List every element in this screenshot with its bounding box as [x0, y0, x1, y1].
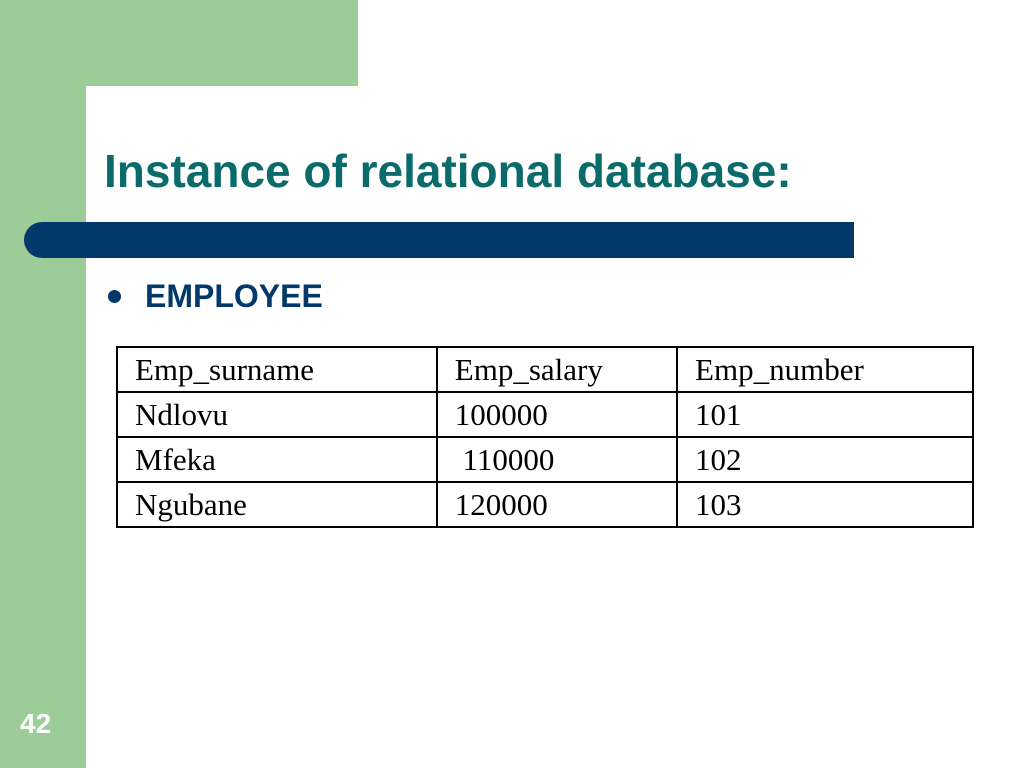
table-row	[117, 482, 973, 527]
table-cell: Ndlovu	[117, 392, 437, 437]
green-top-block	[0, 0, 358, 86]
table-row	[117, 392, 973, 437]
header-cell: Emp_salary	[437, 347, 677, 392]
table-header-row	[117, 347, 973, 392]
table-cell: 120000	[437, 482, 677, 527]
employee-table	[116, 346, 974, 528]
table-cell: 101	[677, 392, 973, 437]
table-cell: Mfeka	[117, 437, 437, 482]
table-cell: 102	[677, 437, 973, 482]
slide-title: Instance of relational database:	[104, 145, 792, 197]
bullet-dot-icon	[108, 290, 121, 303]
green-side-band	[0, 0, 86, 768]
header-cell: Emp_number	[677, 347, 973, 392]
bullet-item	[108, 274, 323, 318]
bullet-text: EMPLOYEE	[145, 277, 323, 314]
table-cell: 110000	[437, 437, 677, 482]
header-cell: Emp_surname	[117, 347, 437, 392]
table-cell: Ngubane	[117, 482, 437, 527]
table-row	[117, 437, 973, 482]
table-cell: 100000	[437, 392, 677, 437]
page-number: 42	[20, 708, 52, 739]
table-cell: 103	[677, 482, 973, 527]
title-underline-bar	[24, 222, 854, 258]
